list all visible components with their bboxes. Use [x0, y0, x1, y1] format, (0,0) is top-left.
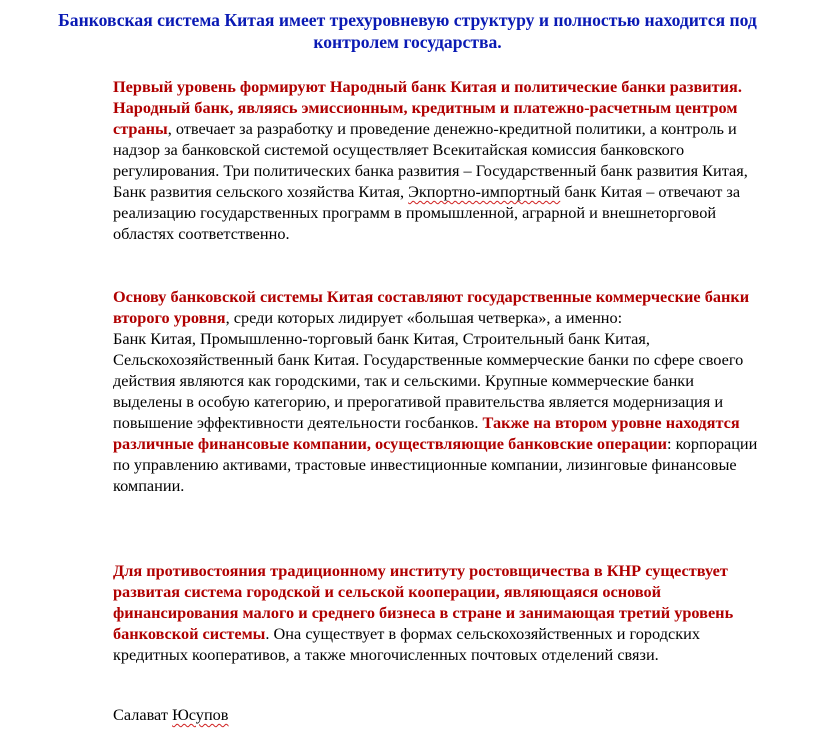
body-text: . Она существует в формах сельскохозяйственных и городских кредитных кооперативов, а также многочисленных почтовых отделений связи. — [113, 624, 700, 664]
emphasis-text: Основу банковской системы Китая составляют государственные коммерческие банки второго уровня — [113, 287, 750, 327]
body-text: Банк Китая, Промышленно-торговый банк Китая, Строительный банк Китая, Сельскохозяйственный банк Китая. Государственные коммерческие банки по сфере своего действия являются как городскими, так и сельскими. Крупные коммерческие банки выделены в особую категорию, и прерогативой правительства является модернизация и повышение эффективности деятельности госбанков. — [113, 329, 744, 432]
emphasis-text: Первый уровень формируют Народный банк Китая и политические банки развития. Народный банк, являясь эмиссионным, кредитным и платежно-расчетным центром страны — [113, 77, 742, 138]
author-last-name: Юсупов — [172, 705, 229, 724]
body-text: банк Китая – отвечают за реализацию государственных программ в промышленной, аграрной и внешнеторговой областях соответственно. — [113, 182, 741, 243]
paragraph-first-level — [113, 76, 763, 244]
author-signature — [113, 704, 229, 725]
author-first-name: Салават — [113, 705, 168, 724]
body-text: : корпорации по управлению активами, трастовые инвестиционные компании, лизинговые финансовые компании. — [113, 434, 758, 495]
misspelled-word: Экпортно-импортный — [408, 182, 561, 201]
body-text: , отвечает за разработку и проведение денежно-кредитной политики, а контроль и надзор за банковской системой осуществляет Всекитайская комиссия банковского регулирования. Три политических банка развития – Государственный банк развития Китая, Банк развития сельского хозяйства Китая, — [113, 119, 748, 201]
document-title: Банковская система Китая имеет трехуровневую структуру и полностью находится под контролем государства. — [58, 10, 757, 52]
paragraph-third-level — [113, 560, 763, 665]
emphasis-text: Для противостояния традиционному институту ростовщичества в КНР существует развитая система городской и сельской кооперации, являющаяся основой финансирования малого и среднего бизнеса в стране и занимающая третий уровень банковской системы — [113, 561, 734, 643]
body-text: , среди которых лидирует «большая четверка», а именно: — [225, 308, 623, 327]
emphasis-text: Также на втором уровне находятся различные финансовые компании, осуществляющие банковские операции — [113, 413, 740, 453]
paragraph-second-level — [113, 286, 763, 496]
